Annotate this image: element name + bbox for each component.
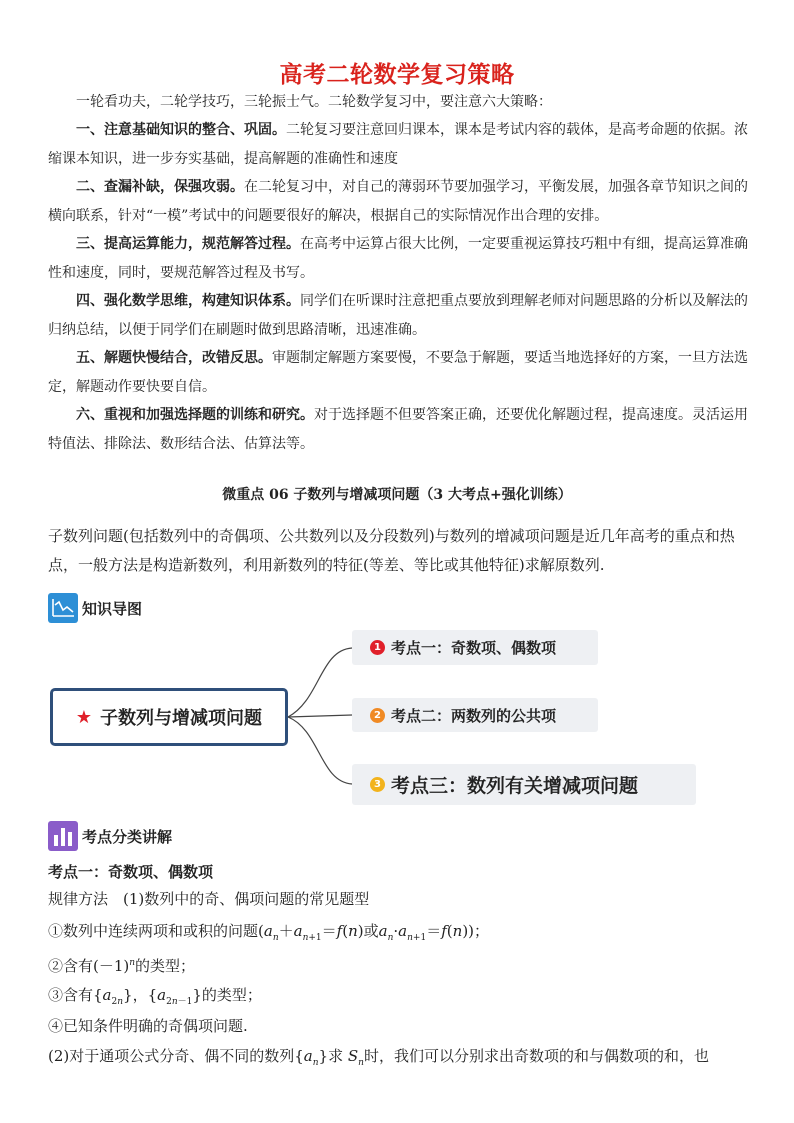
- branch-label: 考点一：奇数项、偶数项: [391, 639, 557, 657]
- kp1-item-4: ④已知条件明确的奇偶项问题.: [48, 1017, 248, 1035]
- strategy-item-2: 二、查漏补缺，保强攻弱。在二轮复习中，对自己的薄弱环节要加强学习，平衡发展，加强各章节知识之间的横向联系，针对“一模”考试中的问题要很好的解决，根据自己的实际情况作出合理的安排。: [48, 179, 748, 224]
- branch-number-badge: 1: [370, 640, 385, 655]
- kp1-method: 规律方法 (1)数列中的奇、偶项问题的常见题型: [48, 890, 370, 908]
- section-explain-label: 考点分类讲解: [82, 827, 173, 846]
- strategy-item-4: 四、强化数学思维，构建知识体系。同学们在听课时注意把重点要放到理解老师对问题思路的分析以及解法的归纳总结，以便于同学们在刷题时做到思路清晰，迅速准确。: [48, 293, 748, 338]
- strategy-item-1: 一、注意基础知识的整合、巩固。二轮复习要注意回归课本，课本是考试内容的载体，是高考命题的依据。浓缩课本知识，进一步夯实基础，提高解题的准确性和速度: [48, 122, 748, 167]
- kp1-item-1: ①数列中连续两项和或积的问题($a_n+a_{n+1}=f(n)$或$a_n\cdot a_{n+1}=f(n)$)；: [48, 922, 490, 943]
- branch-number-badge: 3: [370, 777, 385, 792]
- kp1-item-2: ②含有$(-1)^n$的类型；: [48, 957, 196, 975]
- strategy-intro: 一轮看功夫，二轮学技巧，三轮振士气。二轮数学复习中，要注意六大策略：: [76, 94, 552, 110]
- kp1-item-3: ③含有$\{a_{2n}\}$，$\{a_{2n-1}\}$的类型；: [48, 986, 262, 1007]
- kp1-item-5: (2)对于通项公式分奇、偶不同的数列$\{a_n\}$求 $S_n$时，我们可以分别求出奇数项的和与偶数项的和，也: [48, 1047, 709, 1068]
- section-subtitle: 微重点 06 子数列与增减项问题（3 大考点+强化训练）: [222, 487, 572, 503]
- mindmap-branch-1: [352, 630, 598, 665]
- intro-paragraph: 子数列问题(包括数列中的奇偶项、公共数列以及分段数列)与数列的增减项问题是近几年高考的重点和热点，一般方法是构造新数列，利用新数列的特征(等差、等比或其他特征)求解原数列.: [48, 527, 735, 574]
- star-icon: ★: [75, 706, 93, 728]
- strategy-item-6: 六、重视和加强选择题的训练和研究。对于选择题不但要答案正确，还要优化解题过程，提高速度。灵活运用特值法、排除法、数形结合法、估算法等。: [48, 407, 748, 452]
- branch-label: 考点三：数列有关增减项问题: [391, 775, 639, 797]
- mindmap-center-label: 子数列与增减项问题: [100, 708, 263, 729]
- kp1-heading: 考点一：奇数项、偶数项: [48, 863, 214, 881]
- section-knowledge-map-label: 知识导图: [82, 599, 143, 618]
- section-explain: [48, 821, 172, 851]
- bar-chart-icon: [48, 821, 78, 851]
- page-title: 高考二轮数学复习策略: [279, 62, 515, 88]
- mindmap-branch-3: [352, 764, 696, 805]
- strategy-item-3: 三、提高运算能力，规范解答过程。在高考中运算占很大比例，一定要重视运算技巧粗中有细，提高运算准确性和速度，同时，要规范解答过程及书写。: [48, 236, 748, 281]
- branch-label: 考点二：两数列的公共项: [391, 706, 557, 725]
- strategy-item-5: 五、解题快慢结合，改错反思。审题制定解题方案要慢，不要急于解题，要适当地选择好的方案，一旦方法选定，解题动作要快要自信。: [48, 350, 748, 395]
- mindmap-center: [50, 688, 288, 746]
- mindmap-branch-2: [352, 698, 598, 732]
- branch-number-badge: 2: [370, 708, 385, 723]
